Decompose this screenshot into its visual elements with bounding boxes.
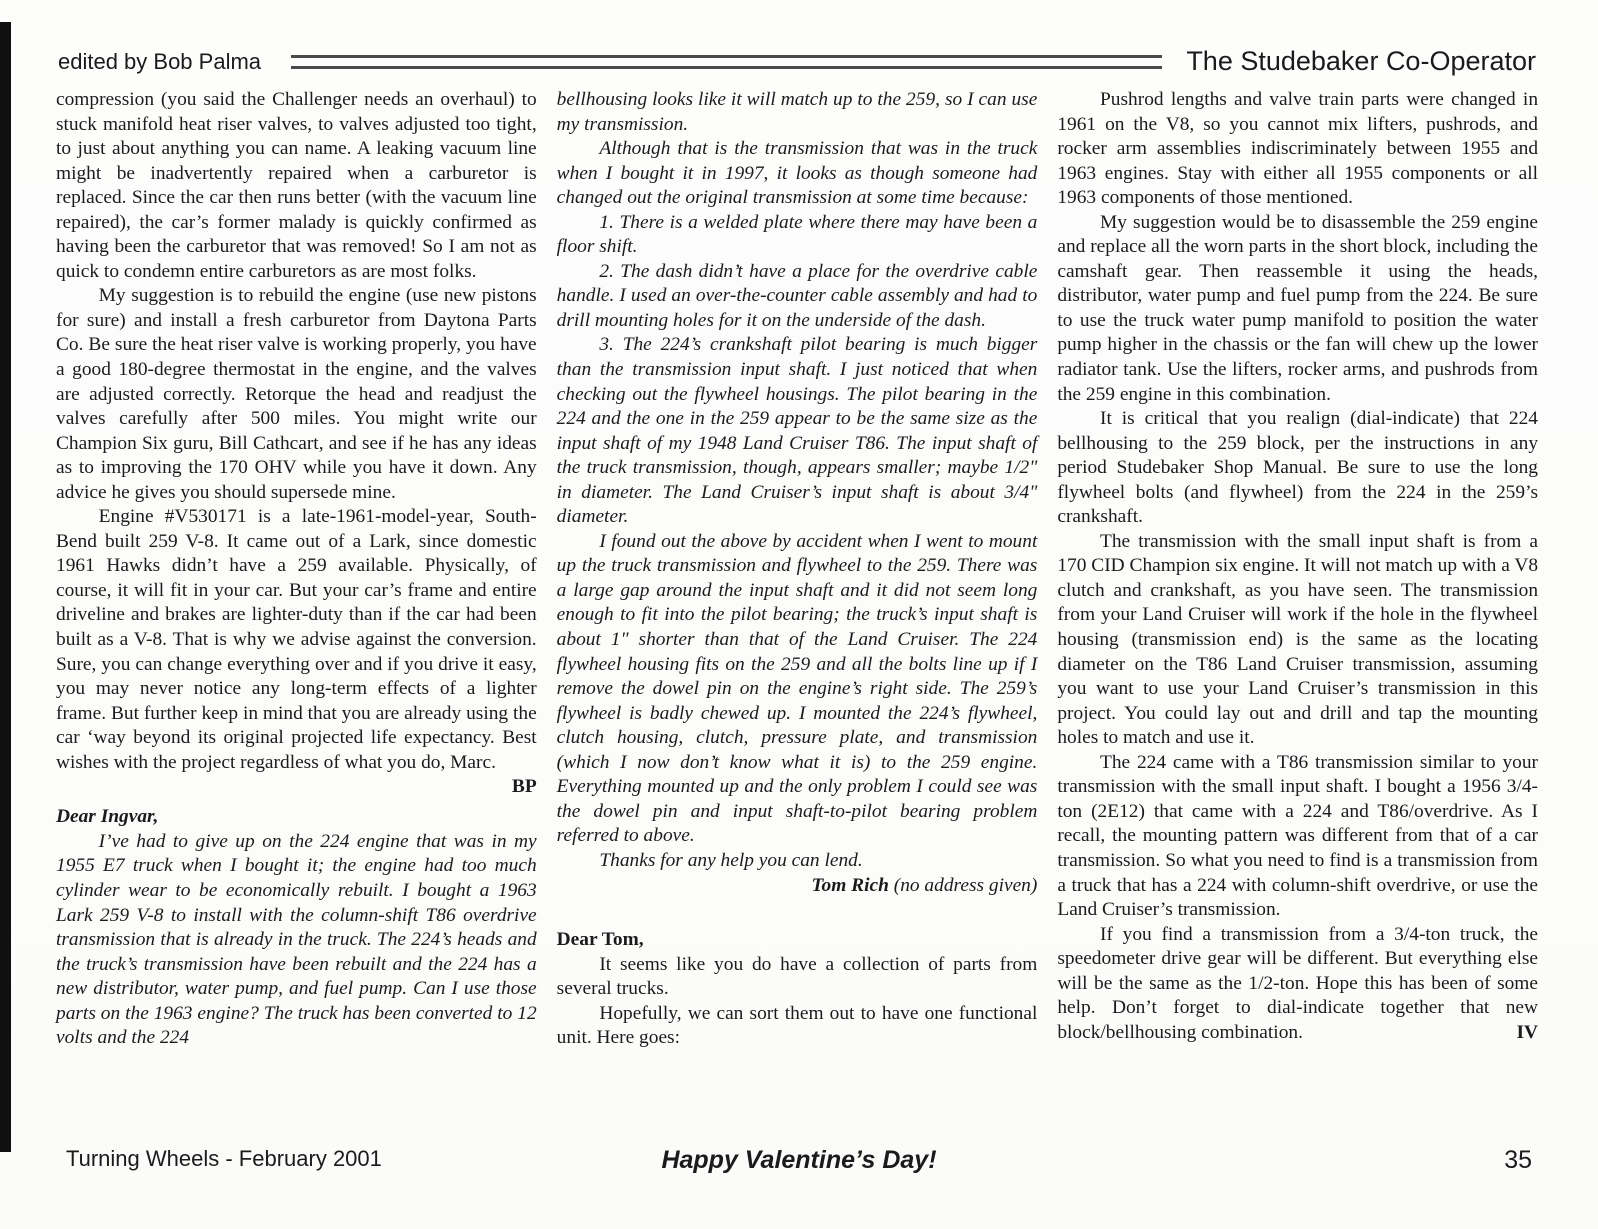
scan-edge-artifact [0, 22, 11, 1152]
article-body [56, 88, 1538, 1051]
letter-salutation: Dear Ingvar, [56, 806, 159, 828]
paragraph-text: If you find a transmission from a 3/4-ton truck, the speedometer drive gear will be different. But everything else will be the same as the 1/2-ton. Hope this has been of some help. Don’t forget to dial-indicate together that new block/bellhousing combination. [1057, 923, 1539, 1043]
paragraph-with-initials [1057, 923, 1538, 1046]
edited-by-label: edited by Bob Palma [58, 48, 262, 74]
paragraph: The 224 came with a T86 transmission similar to your transmission with the small input shaft. I bought a 1956 3/4-ton (2E12) that came with a 224 and T86/overdrive. As I recall, the mounting pattern was different from that of a car transmission. So what you need to find is a transmission from a truck that has a 224 with column-shift overdrive, or use the Land Cruiser’s transmission. [1057, 751, 1539, 921]
paragraph: My suggestion would be to disassemble the 259 engine and replace all the worn parts in the short block, including the camshaft gear. Then reassemble it using the heads, distributor, water pump and fuel pump from the 224. Be sure to use the truck water pump manifold to position the water pump higher in the chassis or the fan will chew up the lower radiator tank. Use the lifters, rocker arms, and pushrods from the 259 engine in this combination. [1057, 211, 1539, 405]
letter-signature [557, 874, 1038, 899]
paragraph: Pushrod lengths and valve train parts were changed in 1961 on the V8, so you cannot mix lifters, pushrods, and rocker arm assemblies indiscriminately between 1955 and 1963 engines. Stay with either all 1955 components or all 1963 components of those mentioned. [1057, 89, 1539, 209]
column-1 [56, 88, 537, 1051]
page-header [58, 46, 1536, 77]
column-3 [1057, 88, 1538, 1051]
editor-initials-iv: IV [1516, 1021, 1539, 1043]
paragraph-text: Engine #V530171 is a late-1961-model-year, South-Bend built 259 V-8. It came out of a Lark, since domestic 1961 Hawks didn’t have a 259 available. Physically, of course, it will fit in your car. But your car’s frame and entire driveline and brakes are lighter-duty than if the car had been built as a V-8. That is why we advise against the conversion. Sure, you can change everything over and if you drive it easy, you may never notice any long-term effects of a lighter frame. But further keep in mind that you are already using the car ‘way beyond its original projected life expectancy. Best wishes with the project regardless of what you do, Marc. [56, 506, 537, 773]
letter-list-item-2: 2. The dash didn’t have a place for the overdrive cable handle. I used an over-the-counter cable assembly and had to drill mounting holes for it on the underside of the dash. [556, 260, 1038, 331]
letter-paragraph: I’ve had to give up on the 224 engine that was in my 1955 E7 truck when I bought it; the engine had too much cylinder wear to be economically rebuilt. I bought a 1963 Lark 259 V-8 to install with the column-shift T86 overdrive transmission that is already in the truck. The 224’s heads and the truck’s transmission have been rebuilt and the 224 has a new distributor, water pump, and fuel pump. Can I use those parts on the 1963 engine? The truck has been converted to 12 volts and the 224 [56, 830, 537, 1049]
editor-initials-bp: BP [511, 776, 537, 798]
signature-note: (no address given) [893, 874, 1038, 896]
signature-name: Tom Rich [811, 874, 889, 896]
letter-paragraph: bellhousing looks like it will match up to the 259, so I can use my transmission. [556, 89, 1038, 135]
letter-list-item-3: 3. The 224’s crankshaft pilot bearing is much bigger than the transmission input shaft. I just noticed that when checking out the flywheel housings. The pilot bearing in the 224 and the one in the 259 appear to be the same size as the input shaft of my 1948 Land Cruiser T86. The input shaft of the truck transmission, though, appears smaller; maybe 1/2" in diameter. The Land Cruiser’s input shaft is about 3/4" diameter. [556, 334, 1038, 528]
paragraph: It is critical that you realign (dial-indicate) that 224 bellhousing to the 259 block, per the instructions in any period Studebaker Shop Manual. Be sure to use the long flywheel bolts (and flywheel) from the 224 in the 259’s crankshaft. [1057, 408, 1539, 528]
masthead-title: The Studebaker Co-Operator [1186, 46, 1536, 76]
reply-salutation: Dear Tom, [556, 929, 644, 951]
valentine-banner: Happy Valentine’s Day! [661, 1146, 937, 1174]
column-2 [557, 88, 1038, 1051]
letter-paragraph: Although that is the transmission that was in the truck when I bought it in 1997, it looks as though someone had changed out the original transmission at some time because: [556, 138, 1038, 209]
letter-paragraph: I found out the above by accident when I went to mount up the truck transmission and flywheel to the 259. There was a large gap around the input shaft and it did not seem long enough to fit into the pilot bearing; the truck’s input shaft is about 1" shorter than that of the Land Cruiser. The 224 flywheel housing fits on the 259 and all the bolts line up if I remove the dowel pin on the engine’s right side. The 259’s flywheel is badly chewed up. I mounted the 224’s flywheel, clutch housing, clutch, pressure plate, and transmission (which I now don’t know what it is) to the 259 engine. Everything mounted up and the only problem I could see was the dowel pin and input shaft-to-pilot bearing problem referred to above. [556, 530, 1038, 847]
paragraph: Hopefully, we can sort them out to have one functional unit. Here goes: [556, 1002, 1038, 1049]
publication-date-label: Turning Wheels - February 2001 [66, 1146, 382, 1171]
header-double-rule [291, 55, 1162, 69]
paragraph: compression (you said the Challenger needs an overhaul) to stuck manifold heat riser valves, to valves adjusted too tight, to just about anything you can name. A leaking vacuum line might be inadvertently repaired when a carburetor is replaced. Since the car then runs better (with the vacuum line repaired), the car’s former malady is quickly confirmed as having been the carburetor that was removed! So I am not as quick to condemn entire carburetors as are most folks. [56, 89, 537, 282]
paragraph: It seems like you do have a collection of parts from several trucks. [556, 953, 1038, 1000]
page-number: 35 [1504, 1146, 1532, 1174]
letter-list-item-1: 1. There is a welded plate where there may have been a floor shift. [556, 211, 1038, 258]
paragraph: The transmission with the small input shaft is from a 170 CID Champion six engine. It will not match up with a V8 clutch and crankshaft, as you have seen. The transmission from your Land Cruiser will work if the hole in the flywheel housing (transmission end) is the same as the locating diameter on the T86 Land Cruiser transmission, assuming you want to use your Land Cruiser’s transmission in this project. You could lay out and drill and tap the mounting holes to match and use it. [1057, 530, 1539, 749]
paragraph-with-initials [56, 505, 537, 798]
page-footer [0, 1146, 1598, 1180]
paragraph: My suggestion is to rebuild the engine (use new pistons for sure) and install a fresh carburetor from Daytona Parts Co. Be sure the heat riser valve is working properly, you have a good 180-degree thermostat in the engine, and the valves are adjusted correctly. Retorque the head and readjust the valves carefully after 500 miles. You might write our Champion Six guru, Bill Cathcart, and see if he has any ideas as to improving the 170 OHV while you have it down. Any advice he gives you should supersede mine. [56, 285, 537, 503]
letter-paragraph: Thanks for any help you can lend. [599, 849, 863, 871]
